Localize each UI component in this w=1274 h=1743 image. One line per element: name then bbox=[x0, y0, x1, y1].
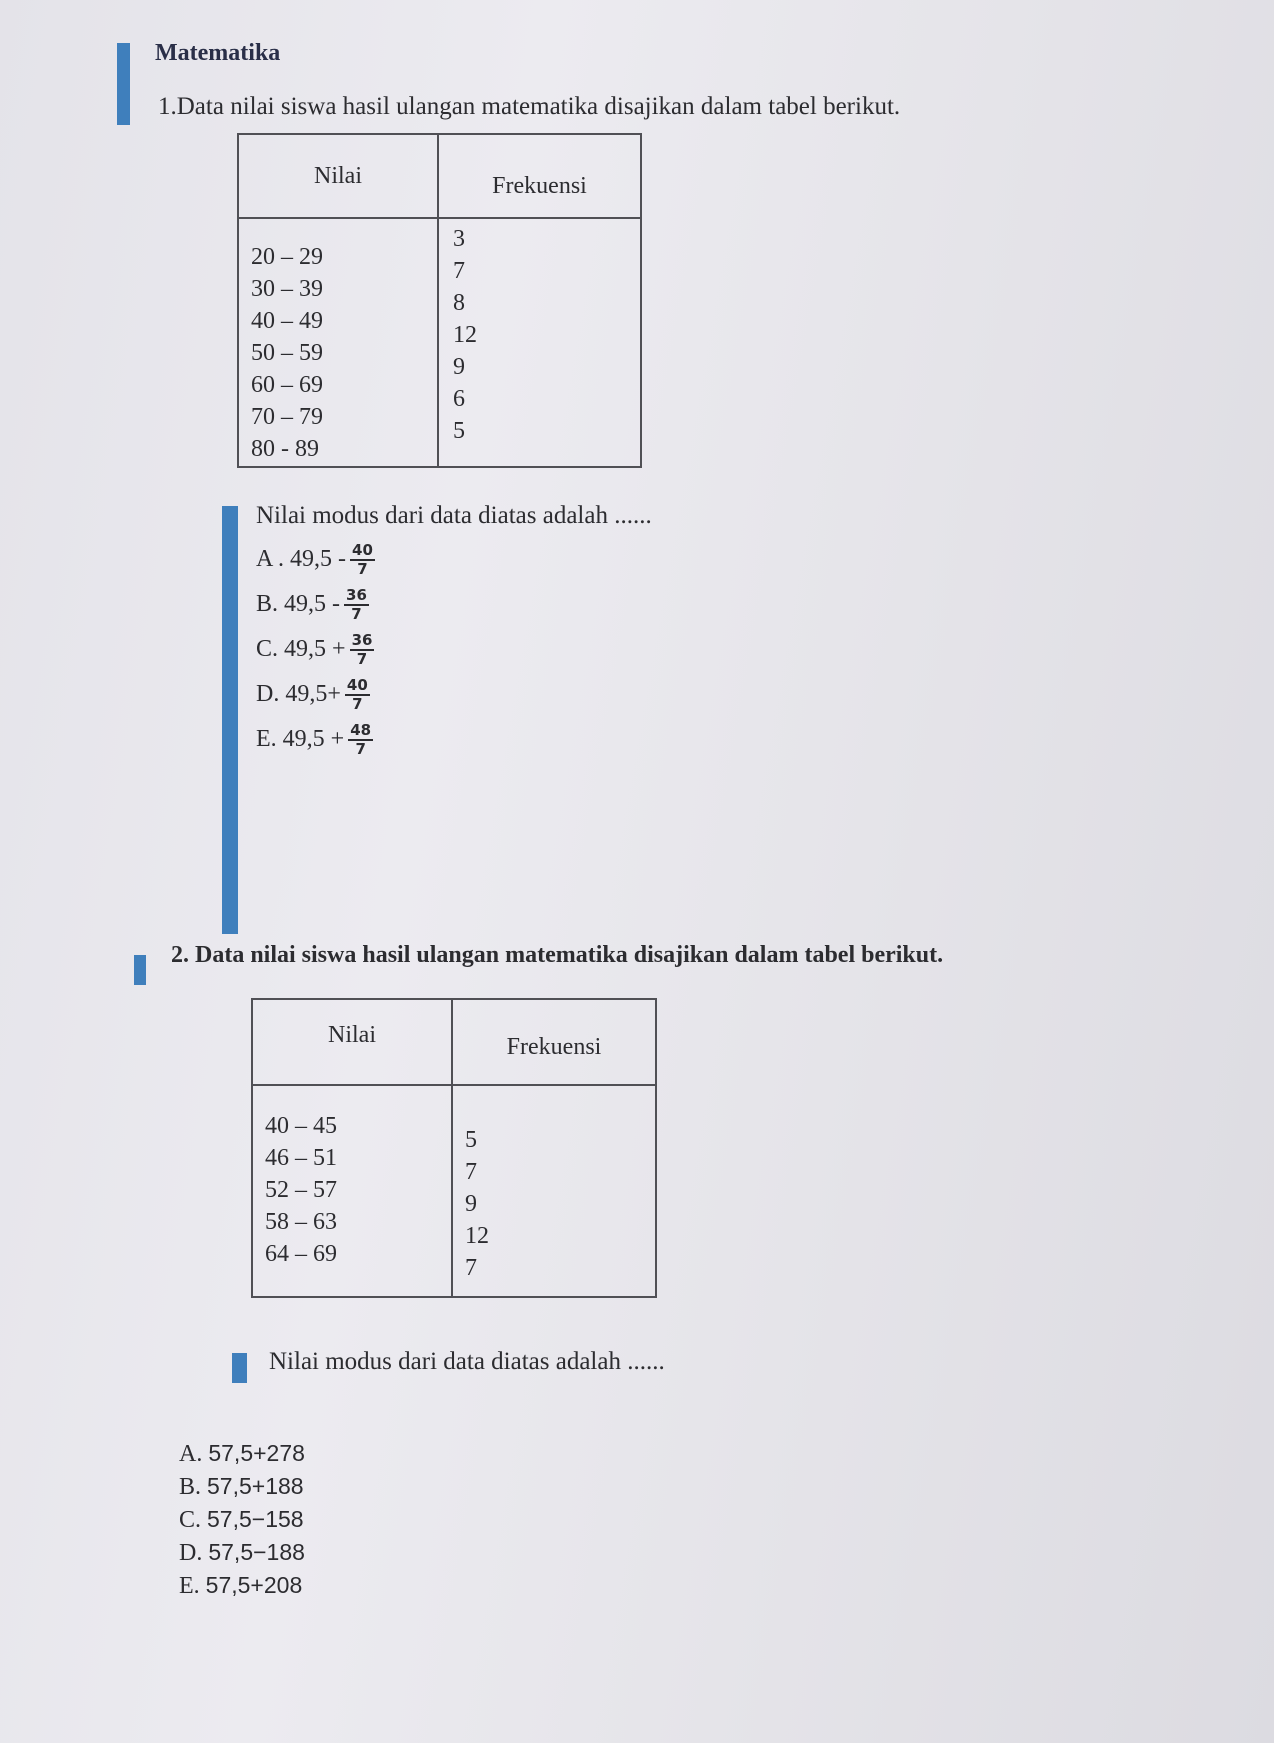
question1-accent-bar bbox=[222, 506, 238, 934]
option-e[interactable] bbox=[256, 717, 375, 762]
fraction-numerator: 40 bbox=[352, 540, 373, 559]
fraction-denominator: 7 bbox=[351, 604, 362, 623]
table2-frekuensi-row: 7 bbox=[465, 1159, 477, 1185]
fraction-numerator: 40 bbox=[346, 675, 368, 694]
question2-options bbox=[179, 1437, 305, 1602]
table2-nilai-row: 64 – 69 bbox=[265, 1241, 337, 1267]
table1-frekuensi-row: 9 bbox=[453, 354, 465, 380]
option-base: 49,5+ bbox=[285, 681, 341, 707]
question2-text: Nilai modus dari data diatas adalah ...... bbox=[269, 1348, 665, 1375]
option-label: D. bbox=[179, 1540, 203, 1566]
option-a[interactable] bbox=[179, 1437, 305, 1470]
table2-header-frekuensi: Frekuensi bbox=[452, 999, 656, 1085]
option-text: 57,5+208 bbox=[205, 1572, 303, 1598]
fraction-denominator: 7 bbox=[357, 559, 368, 578]
fraction-denominator: 7 bbox=[356, 649, 368, 668]
table1-nilai-row: 60 – 69 bbox=[251, 372, 323, 398]
option-label: A. bbox=[179, 1441, 203, 1467]
subject-title: Matematika bbox=[155, 40, 281, 66]
table1-frekuensi-row: 12 bbox=[453, 322, 477, 348]
table2-nilai-row: 52 – 57 bbox=[265, 1177, 337, 1203]
table2-frekuensi-col bbox=[452, 1085, 656, 1297]
option-text: 57,5+278 bbox=[208, 1440, 305, 1466]
table2-frekuensi-row: 5 bbox=[465, 1127, 477, 1153]
option-label: D. bbox=[256, 681, 280, 707]
table1-header-frekuensi: Frekuensi bbox=[438, 134, 641, 218]
fraction-denominator: 7 bbox=[352, 694, 363, 713]
fraction bbox=[350, 540, 375, 578]
frequency-table-1 bbox=[237, 133, 642, 468]
table1-frekuensi-row: 3 bbox=[453, 226, 465, 252]
fraction bbox=[344, 585, 369, 623]
table2-frekuensi-row: 7 bbox=[465, 1255, 477, 1281]
option-base: 49,5 + bbox=[284, 636, 346, 662]
table1-nilai-row: 30 – 39 bbox=[251, 276, 323, 302]
question2-prompt: 2. Data nilai siswa hasil ulangan matematika disajikan dalam tabel berikut. bbox=[171, 942, 944, 968]
table1-nilai-row: 80 - 89 bbox=[251, 436, 319, 462]
question2-accent-bar bbox=[134, 955, 146, 985]
option-text: 57,5−158 bbox=[207, 1506, 304, 1532]
option-label: E. bbox=[256, 726, 277, 752]
table1-frekuensi-row: 7 bbox=[453, 258, 465, 284]
option-d[interactable] bbox=[256, 672, 375, 717]
fraction bbox=[345, 675, 370, 713]
option-d[interactable] bbox=[179, 1536, 305, 1569]
table2-nilai-row: 46 – 51 bbox=[265, 1145, 337, 1171]
table2-nilai-row: 58 – 63 bbox=[265, 1209, 337, 1235]
option-a[interactable] bbox=[256, 537, 375, 582]
option-base: 49,5 - bbox=[290, 546, 347, 572]
option-c[interactable] bbox=[179, 1503, 305, 1536]
option-base: 49,5 - bbox=[284, 591, 341, 617]
question1-text: Nilai modus dari data diatas adalah ...... bbox=[256, 502, 652, 529]
table1-nilai-col bbox=[238, 218, 438, 467]
option-label: C. bbox=[179, 1507, 202, 1533]
option-b[interactable] bbox=[256, 582, 375, 627]
table2-nilai-col bbox=[252, 1085, 452, 1297]
table2-frekuensi-row: 9 bbox=[465, 1191, 477, 1217]
question1-prompt: 1.Data nilai siswa hasil ulangan matematika disajikan dalam tabel berikut. bbox=[158, 93, 901, 120]
table1-frekuensi-row: 5 bbox=[453, 418, 465, 444]
table2-header-nilai: Nilai bbox=[252, 999, 452, 1085]
fraction bbox=[350, 630, 375, 668]
option-label: E. bbox=[179, 1573, 200, 1599]
table2-frekuensi-row: 12 bbox=[465, 1223, 489, 1249]
table1-header-nilai: Nilai bbox=[238, 134, 438, 218]
table1-nilai-row: 70 – 79 bbox=[251, 404, 323, 430]
option-c[interactable] bbox=[256, 627, 375, 672]
fraction-numerator: 36 bbox=[346, 585, 367, 604]
table2-nilai-row: 40 – 45 bbox=[265, 1113, 337, 1139]
option-b[interactable] bbox=[179, 1470, 305, 1503]
option-text: 57,5−188 bbox=[208, 1539, 305, 1565]
table1-nilai-row: 20 – 29 bbox=[251, 244, 323, 270]
option-label: B. bbox=[256, 591, 279, 617]
option-e[interactable] bbox=[179, 1569, 305, 1602]
fraction bbox=[348, 720, 373, 758]
option-base: 49,5 + bbox=[282, 726, 345, 752]
option-text: 57,5+188 bbox=[207, 1473, 304, 1499]
header-accent-bar bbox=[117, 43, 130, 125]
question1-options bbox=[256, 537, 375, 762]
option-label: B. bbox=[179, 1474, 202, 1500]
question2-question-accent-bar bbox=[232, 1353, 247, 1383]
fraction-denominator: 7 bbox=[355, 739, 366, 758]
table1-nilai-row: 50 – 59 bbox=[251, 340, 323, 366]
fraction-numerator: 48 bbox=[350, 720, 372, 739]
option-label: C. bbox=[256, 636, 279, 662]
table1-frekuensi-row: 6 bbox=[453, 386, 465, 412]
fraction-numerator: 36 bbox=[351, 630, 373, 649]
frequency-table-2 bbox=[251, 998, 657, 1298]
table1-nilai-row: 40 – 49 bbox=[251, 308, 323, 334]
table1-frekuensi-col bbox=[438, 218, 641, 467]
option-label: A . bbox=[256, 546, 285, 572]
table1-frekuensi-row: 8 bbox=[453, 290, 465, 316]
